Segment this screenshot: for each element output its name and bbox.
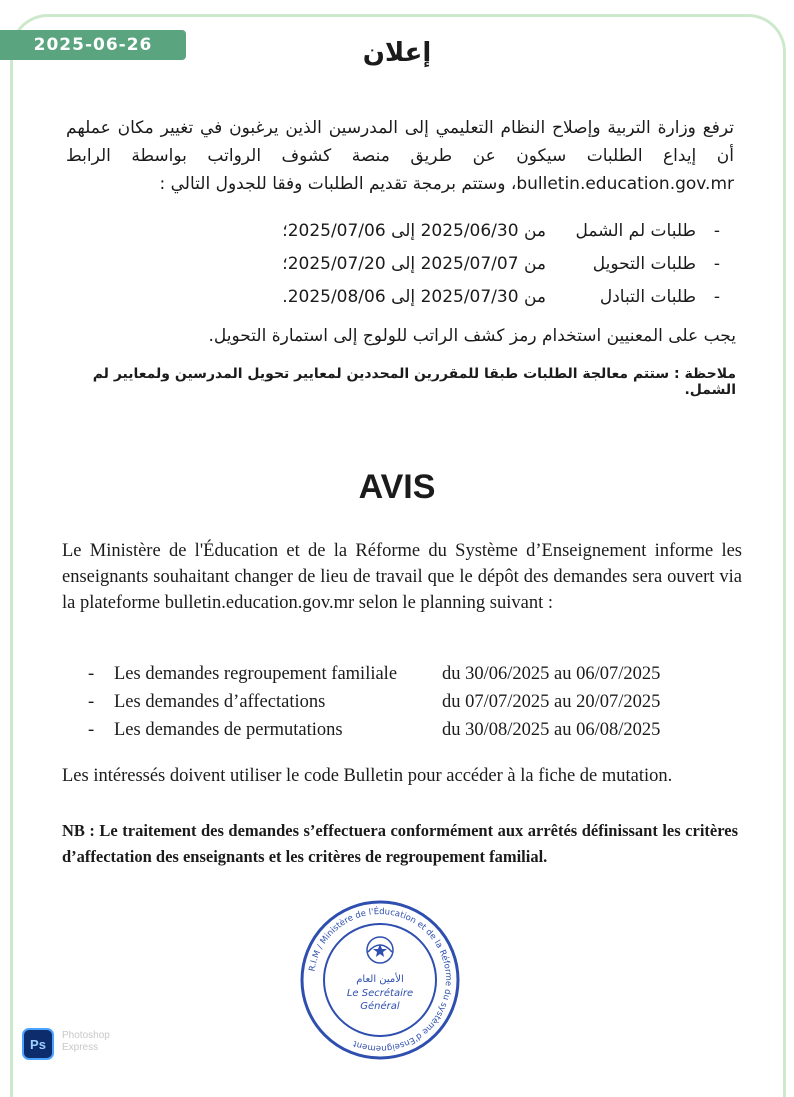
arabic-item-range: من 2025/07/07 إلى 2025/07/20؛: [282, 253, 546, 274]
french-item-range: du 30/08/2025 au 06/08/2025: [442, 719, 661, 740]
french-schedule-list: [88, 660, 698, 744]
date-badge: 2025-06-26: [0, 30, 186, 60]
arabic-requirement: يجب على المعنيين استخدام رمز كشف الراتب للولوج إلى استمارة التحويل.: [208, 326, 736, 346]
arabic-item-range: من 2025/07/30 إلى 2025/08/06.: [282, 286, 546, 307]
list-dash: -: [88, 719, 95, 740]
list-dash: -: [713, 286, 720, 307]
french-schedule-item: [88, 660, 698, 688]
french-item-range: du 07/07/2025 au 20/07/2025: [442, 691, 661, 712]
arabic-item-label: طلبات التحويل: [592, 253, 696, 274]
stamp-line-2: Général: [360, 1001, 400, 1012]
arabic-schedule-list: [100, 214, 720, 313]
french-note: NB : Le traitement des demandes s’effectuera conformément aux arrêtés définissant les critères d’affectation des enseignants et les critères de regroupement familial.: [62, 821, 738, 866]
arabic-schedule-item: [100, 280, 720, 313]
french-requirement: Les intéressés doivent utiliser le code Bulletin pour accéder à la fiche de mutation.: [62, 766, 673, 786]
french-schedule-item: [88, 716, 698, 744]
french-item-label: Les demandes de permutations: [114, 719, 343, 740]
french-item-label: Les demandes regroupement familiale: [114, 663, 398, 684]
arabic-item-label: طلبات التبادل: [599, 286, 696, 307]
photoshop-express-icon: Ps: [22, 1028, 54, 1060]
arabic-item-label: طلبات لم الشمل: [575, 220, 696, 241]
arabic-schedule-item: [100, 247, 720, 280]
french-paragraph: Le Ministère de l'Éducation et de la Réforme du Système d’Enseignement informe les enseignants souhaitant changer de lieu de travail que le dépôt des demandes sera ouvert via la plateforme bulletin.education.gov.mr selon le planning suivant :: [62, 541, 742, 613]
arabic-paragraph: ترفع وزارة التربية وإصلاح النظام التعليمي إلى المدرسين الذين يرغبون في تغيير مكان عملهم أن إيداع الطلبات سيكون عن طريق منصة كشوف الرواتب بواسطة الرابط bulletin.education.gov.mr، وستتم برمجة تقديم الطلبات وفقا للجدول التالي :: [66, 118, 734, 194]
arabic-schedule-item: [100, 214, 720, 247]
french-schedule-item: [88, 688, 698, 716]
watermark-text: [62, 1030, 110, 1054]
arabic-item-range: من 2025/06/30 إلى 2025/07/06؛: [282, 220, 546, 241]
official-stamp: [298, 898, 462, 1062]
list-dash: -: [713, 253, 720, 274]
stamp-arabic-title: الأمين العام: [356, 974, 404, 985]
french-item-range: du 30/06/2025 au 06/07/2025: [442, 663, 661, 684]
stamp-ring-text: R.I.M / Ministère de l'Éducation et de la Réforme du système d'Enseignement: [307, 906, 454, 1054]
watermark-line-2: Express: [62, 1042, 99, 1053]
arabic-title: إعلان: [362, 38, 432, 68]
french-title: AVIS: [358, 468, 436, 506]
list-dash: -: [88, 663, 95, 684]
arabic-note: ملاحظة : ستتم معالجة الطلبات طبقا للمقررين المحددين لمعايير تحويل المدرسين ولمعايير لم الشمل.: [92, 366, 736, 398]
emblem-icon: [367, 937, 393, 963]
french-item-label: Les demandes d’affectations: [114, 691, 326, 712]
list-dash: -: [713, 220, 720, 241]
stamp-line-1: Le Secrétaire: [346, 988, 414, 999]
watermark-line-1: Photoshop: [62, 1030, 110, 1041]
list-dash: -: [88, 691, 95, 712]
